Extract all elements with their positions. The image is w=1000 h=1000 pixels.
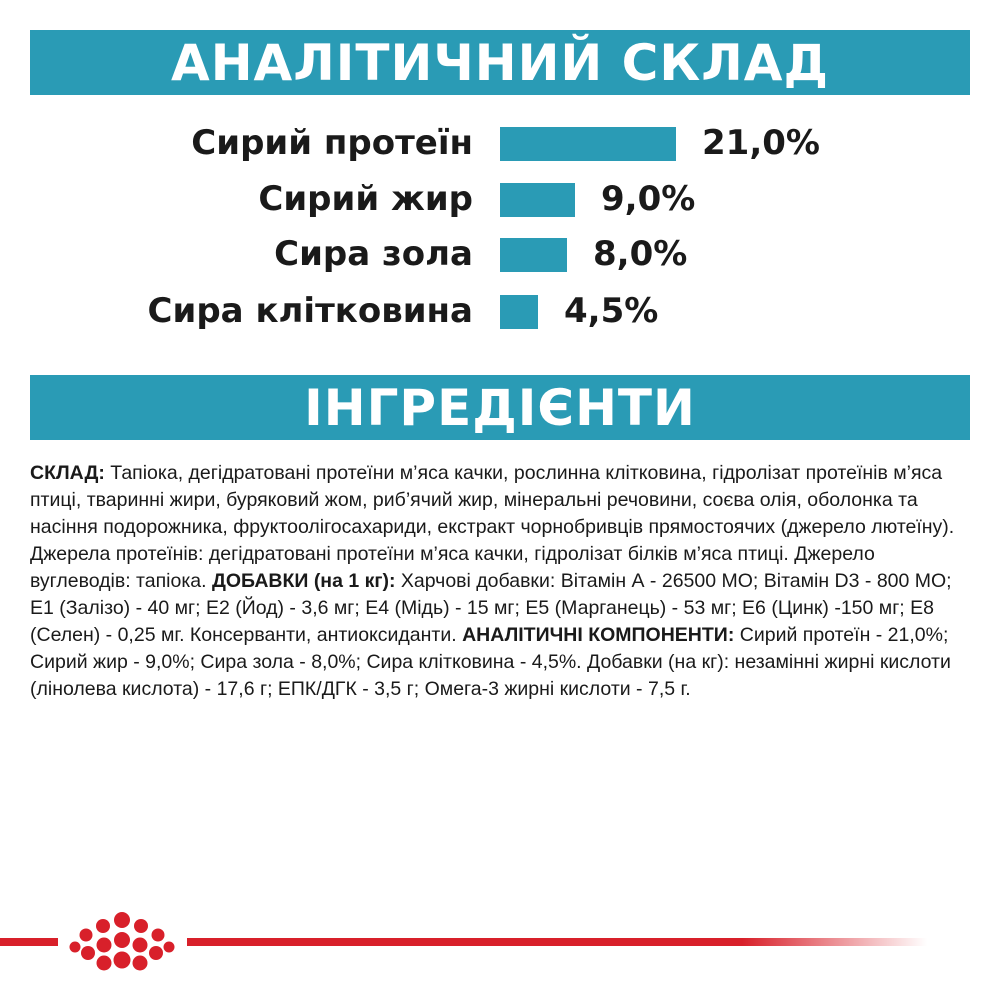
bar-label: Сира клітковина: [147, 291, 473, 331]
composition-text: [30, 460, 970, 703]
composition-body: Тапіока, дегідратовані протеїни м’яса качки, рослинна клітковина, гідролізат протеїнів м’яса птиці, тваринні жири, буряковий жом, риб’ячий жир, мінеральні речовини, соєва олія, оболонка та насіння подорожника, фруктоолігосахариди, екстракт чорнобривців прямостоячих (джерело лютеїну). Джерела протеїнів: дегідратовані протеїни м’яса качки, гідролізат білків м’яса птиці. Джерело вуглеводів: тапіока.: [30, 462, 955, 592]
analytic-composition-title: АНАЛІТИЧНИЙ СКЛАД: [171, 33, 829, 92]
bar-value-label: 9,0%: [601, 179, 696, 219]
bar: [500, 238, 567, 272]
bar-value-label: 21,0%: [702, 123, 820, 163]
composition-heading: АНАЛІТИЧНІ КОМПОНЕНТИ:: [462, 624, 735, 646]
bar-label: Сира зола: [274, 234, 473, 274]
bar-value-label: 8,0%: [593, 234, 688, 274]
bar: [500, 183, 575, 217]
footer-divider-left: [0, 938, 58, 946]
bar: [500, 127, 676, 161]
ingredients-header: [30, 375, 970, 440]
nutrient-bar-chart: [0, 110, 1000, 350]
bar: [500, 295, 538, 329]
composition-heading: СКЛАД:: [30, 462, 105, 484]
bar-label: Сирий протеїн: [191, 123, 473, 163]
bar-label: Сирий жир: [258, 179, 473, 219]
composition-heading: ДОБАВКИ (на 1 кг):: [211, 570, 396, 592]
footer-divider-right: [187, 938, 927, 946]
analytic-composition-header: [30, 30, 970, 95]
ingredients-title: ІНГРЕДІЄНТИ: [304, 378, 696, 437]
composition-body: Харчові добавки: Вітамін А - 26500 МО; Вітамін D3 - 800 МО; E1 (Залізо) - 40 мг; E2 (Йод) - 3,6 мг; E4 (Мідь) - 15 мг; E5 (Марганець) - 53 мг; E6 (Цинк) -150 мг; E8 (Селен) - 0,25 мг. Консерванти, антиоксиданти.: [30, 570, 952, 646]
composition-body: Сирий протеїн - 21,0%; Сирий жир - 9,0%; Сира зола - 8,0%; Сира клітковина - 4,5%. Добавки (на кг): незамінні жирні кислоти (лінолева кислота) - 17,6 г; ЕПК/ДГК - 3,5 г; Омега-3 жирні кислоти - 7,5 г.: [30, 624, 951, 700]
bar-value-label: 4,5%: [564, 291, 659, 331]
royal-canin-crown-icon: [66, 910, 178, 972]
